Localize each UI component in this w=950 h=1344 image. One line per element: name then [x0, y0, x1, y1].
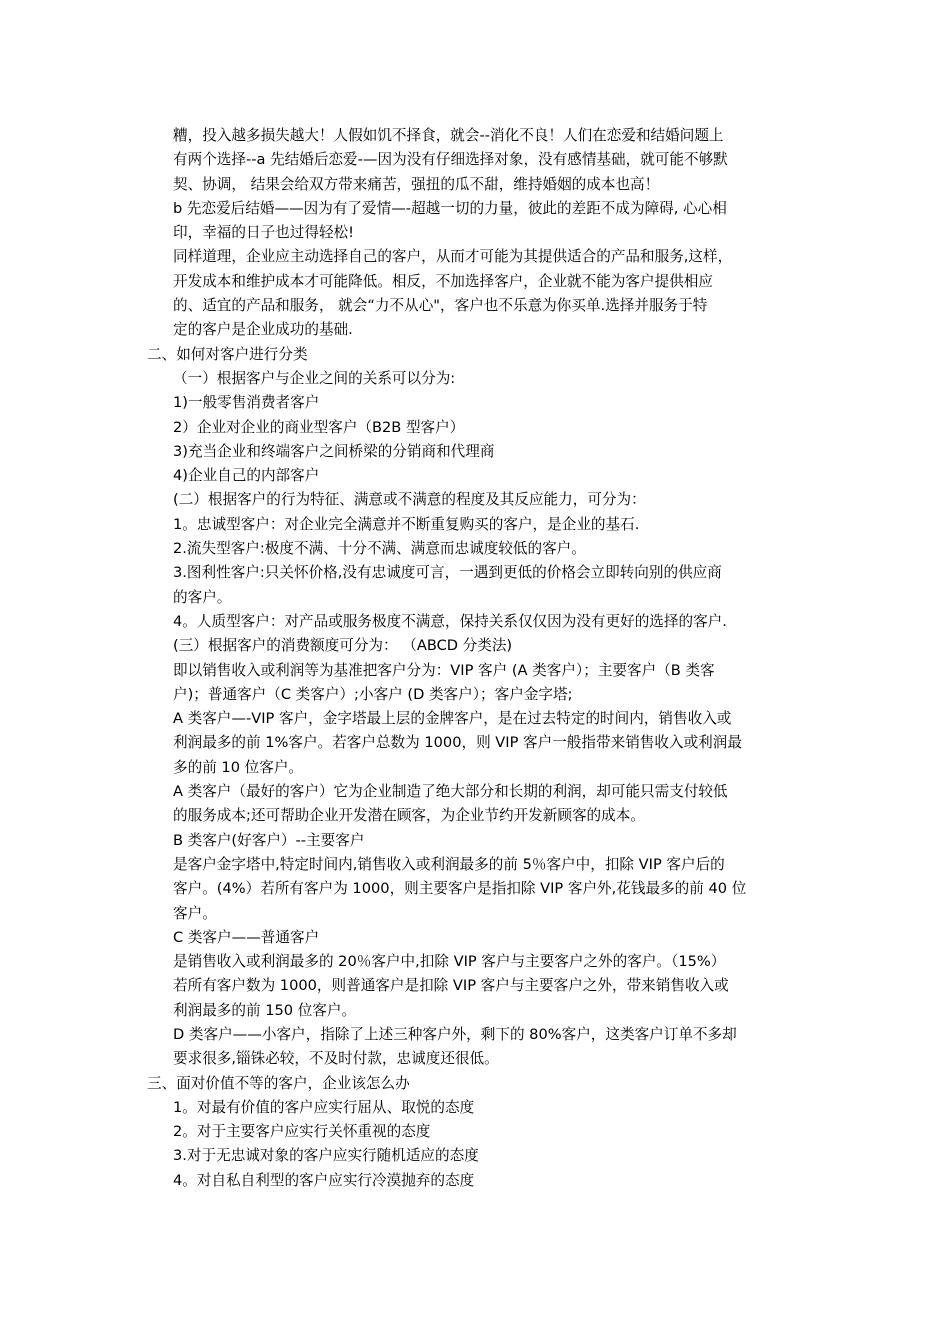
text-line: 客户。(4%）若所有客户为 1000，则主要客户是指扣除 VIP 客户外,花钱最多的前 40 位	[173, 880, 747, 898]
text-line: 1。忠诚型客户：对企业完全满意并不断重复购买的客户，是企业的基石.	[173, 515, 640, 533]
text-line: 同样道理，企业应主动选择自己的客户，从而才可能为其提供适合的产品和服务,这样，	[173, 248, 733, 266]
text-line: 2.流失型客户:极度不满、十分不满、满意而忠诚度较低的客户。	[173, 540, 586, 558]
text-line: b 先恋爱后结婚——因为有了爱情—-超越一切的力量，彼此的差距不成为障碍, 心心相	[173, 199, 727, 217]
text-line: 是销售收入或利润最多的 20％客户中,扣除 VIP 客户与主要客户之外的客户。（15%）	[173, 953, 726, 971]
text-line: 有两个选择--a 先结婚后恋爱-—因为没有仔细选择对象，没有感情基础，就可能不够默	[173, 151, 728, 169]
text-line: 2。对于主要客户应实行关怀重视的态度	[173, 1123, 431, 1141]
text-line: 是客户金字塔中,特定时间内,销售收入或利润最多的前 5％客户中，扣除 VIP 客户后的	[173, 855, 725, 873]
text-line: D 类客户——小客户，指除了上述三种客户外，剩下的 80%客户，这类客户订单不多却	[173, 1025, 737, 1043]
text-line: 4)企业自己的内部客户	[173, 467, 320, 485]
text-line: 利润最多的前 1%客户。若客户总数为 1000，则 VIP 客户一般指带来销售收入或利润最	[173, 734, 742, 752]
text-line: 利润最多的前 150 位客户。	[173, 1001, 357, 1019]
text-line: 2）企业对企业的商业型客户（B2B 型客户）	[173, 418, 465, 436]
text-line: 户)；普通客户（C 类客户）;小客户 (D 类客户）；客户金字塔;	[173, 685, 573, 703]
text-line: (三）根据客户的消费额度可分为： （ABCD 分类法)	[173, 637, 513, 655]
text-line: B 类客户(好客户）--主要客户	[173, 831, 365, 849]
text-line: C 类客户——普通客户	[173, 928, 320, 946]
text-line: 1)一般零售消费者客户	[173, 394, 320, 412]
document-body	[0, 124, 950, 1193]
section-heading: 二、如何对客户进行分类	[147, 345, 308, 363]
text-line: 开发成本和维护成本才可能降低。相反，不加选择客户，企业就不能为客户提供相应	[173, 272, 713, 290]
text-line: 若所有客户数为 1000，则普通客户是扣除 VIP 客户与主要客户之外，带来销售收入或	[173, 977, 729, 995]
text-line: A 类客户（最好的客户）它为企业制造了绝大部分和长期的利润，却可能只需支付较低	[173, 783, 728, 801]
text-line: 客户。	[173, 904, 217, 922]
text-line: 3.图利性客户:只关怀价格,没有忠诚度可言，一遇到更低的价格会立即转向别的供应商	[173, 564, 722, 582]
text-line: (二）根据客户的行为特征、满意或不满意的程度及其反应能力，可分为：	[173, 491, 646, 509]
section-heading: 三、面对价值不等的客户，企业该怎么办	[147, 1074, 410, 1092]
text-line: 3.对于无忠诚对象的客户应实行随机适应的态度	[173, 1147, 479, 1165]
text-line: 印，幸福的日子也过得轻松!	[173, 224, 354, 242]
text-line: 即以销售收入或利润等为基准把客户分为：VIP 客户 (A 类客户）；主要客户（B 类客	[173, 661, 715, 679]
text-line: 契、协调， 结果会给双方带来痛苦，强扭的瓜不甜，维持婚姻的成本也高！	[173, 175, 660, 193]
text-line: 要求很多,锱铢必较，不及时付款，忠诚度还很低。	[173, 1050, 499, 1068]
text-line: 定的客户是企业成功的基础.	[173, 321, 353, 339]
text-line: 糟，投入越多损失越大！人假如饥不择食，就会--消化不良！人们在恋爱和结婚问题上	[173, 127, 724, 144]
text-line: 的服务成本;还可帮助企业开发潜在顾客，为企业节约开发新顾客的成本。	[173, 807, 645, 825]
text-line: 的客户。	[173, 588, 232, 606]
text-line: 多的前 10 位客户。	[173, 758, 304, 776]
text-line: 3)充当企业和终端客户之间桥梁的分销商和代理商	[173, 442, 495, 460]
text-line: 1。对最有价值的客户应实行屈从、取悦的态度	[173, 1098, 475, 1116]
text-line: A 类客户—-VIP 客户，金字塔最上层的金牌客户，是在过去特定的时间内，销售收入或	[173, 710, 732, 728]
text-line: 的、适宜的产品和服务， 就会“力不从心"，客户也不乐意为你买单.选择并服务于特	[173, 297, 708, 315]
text-line: （一）根据客户与企业之间的关系可以分为:	[173, 369, 456, 387]
text-line: 4。人质型客户：对产品或服务极度不满意，保持关系仅仅因为没有更好的选择的客户.	[173, 612, 727, 630]
text-line: 4。对自私自利型的客户应实行冷漠抛弃的态度	[173, 1171, 475, 1189]
